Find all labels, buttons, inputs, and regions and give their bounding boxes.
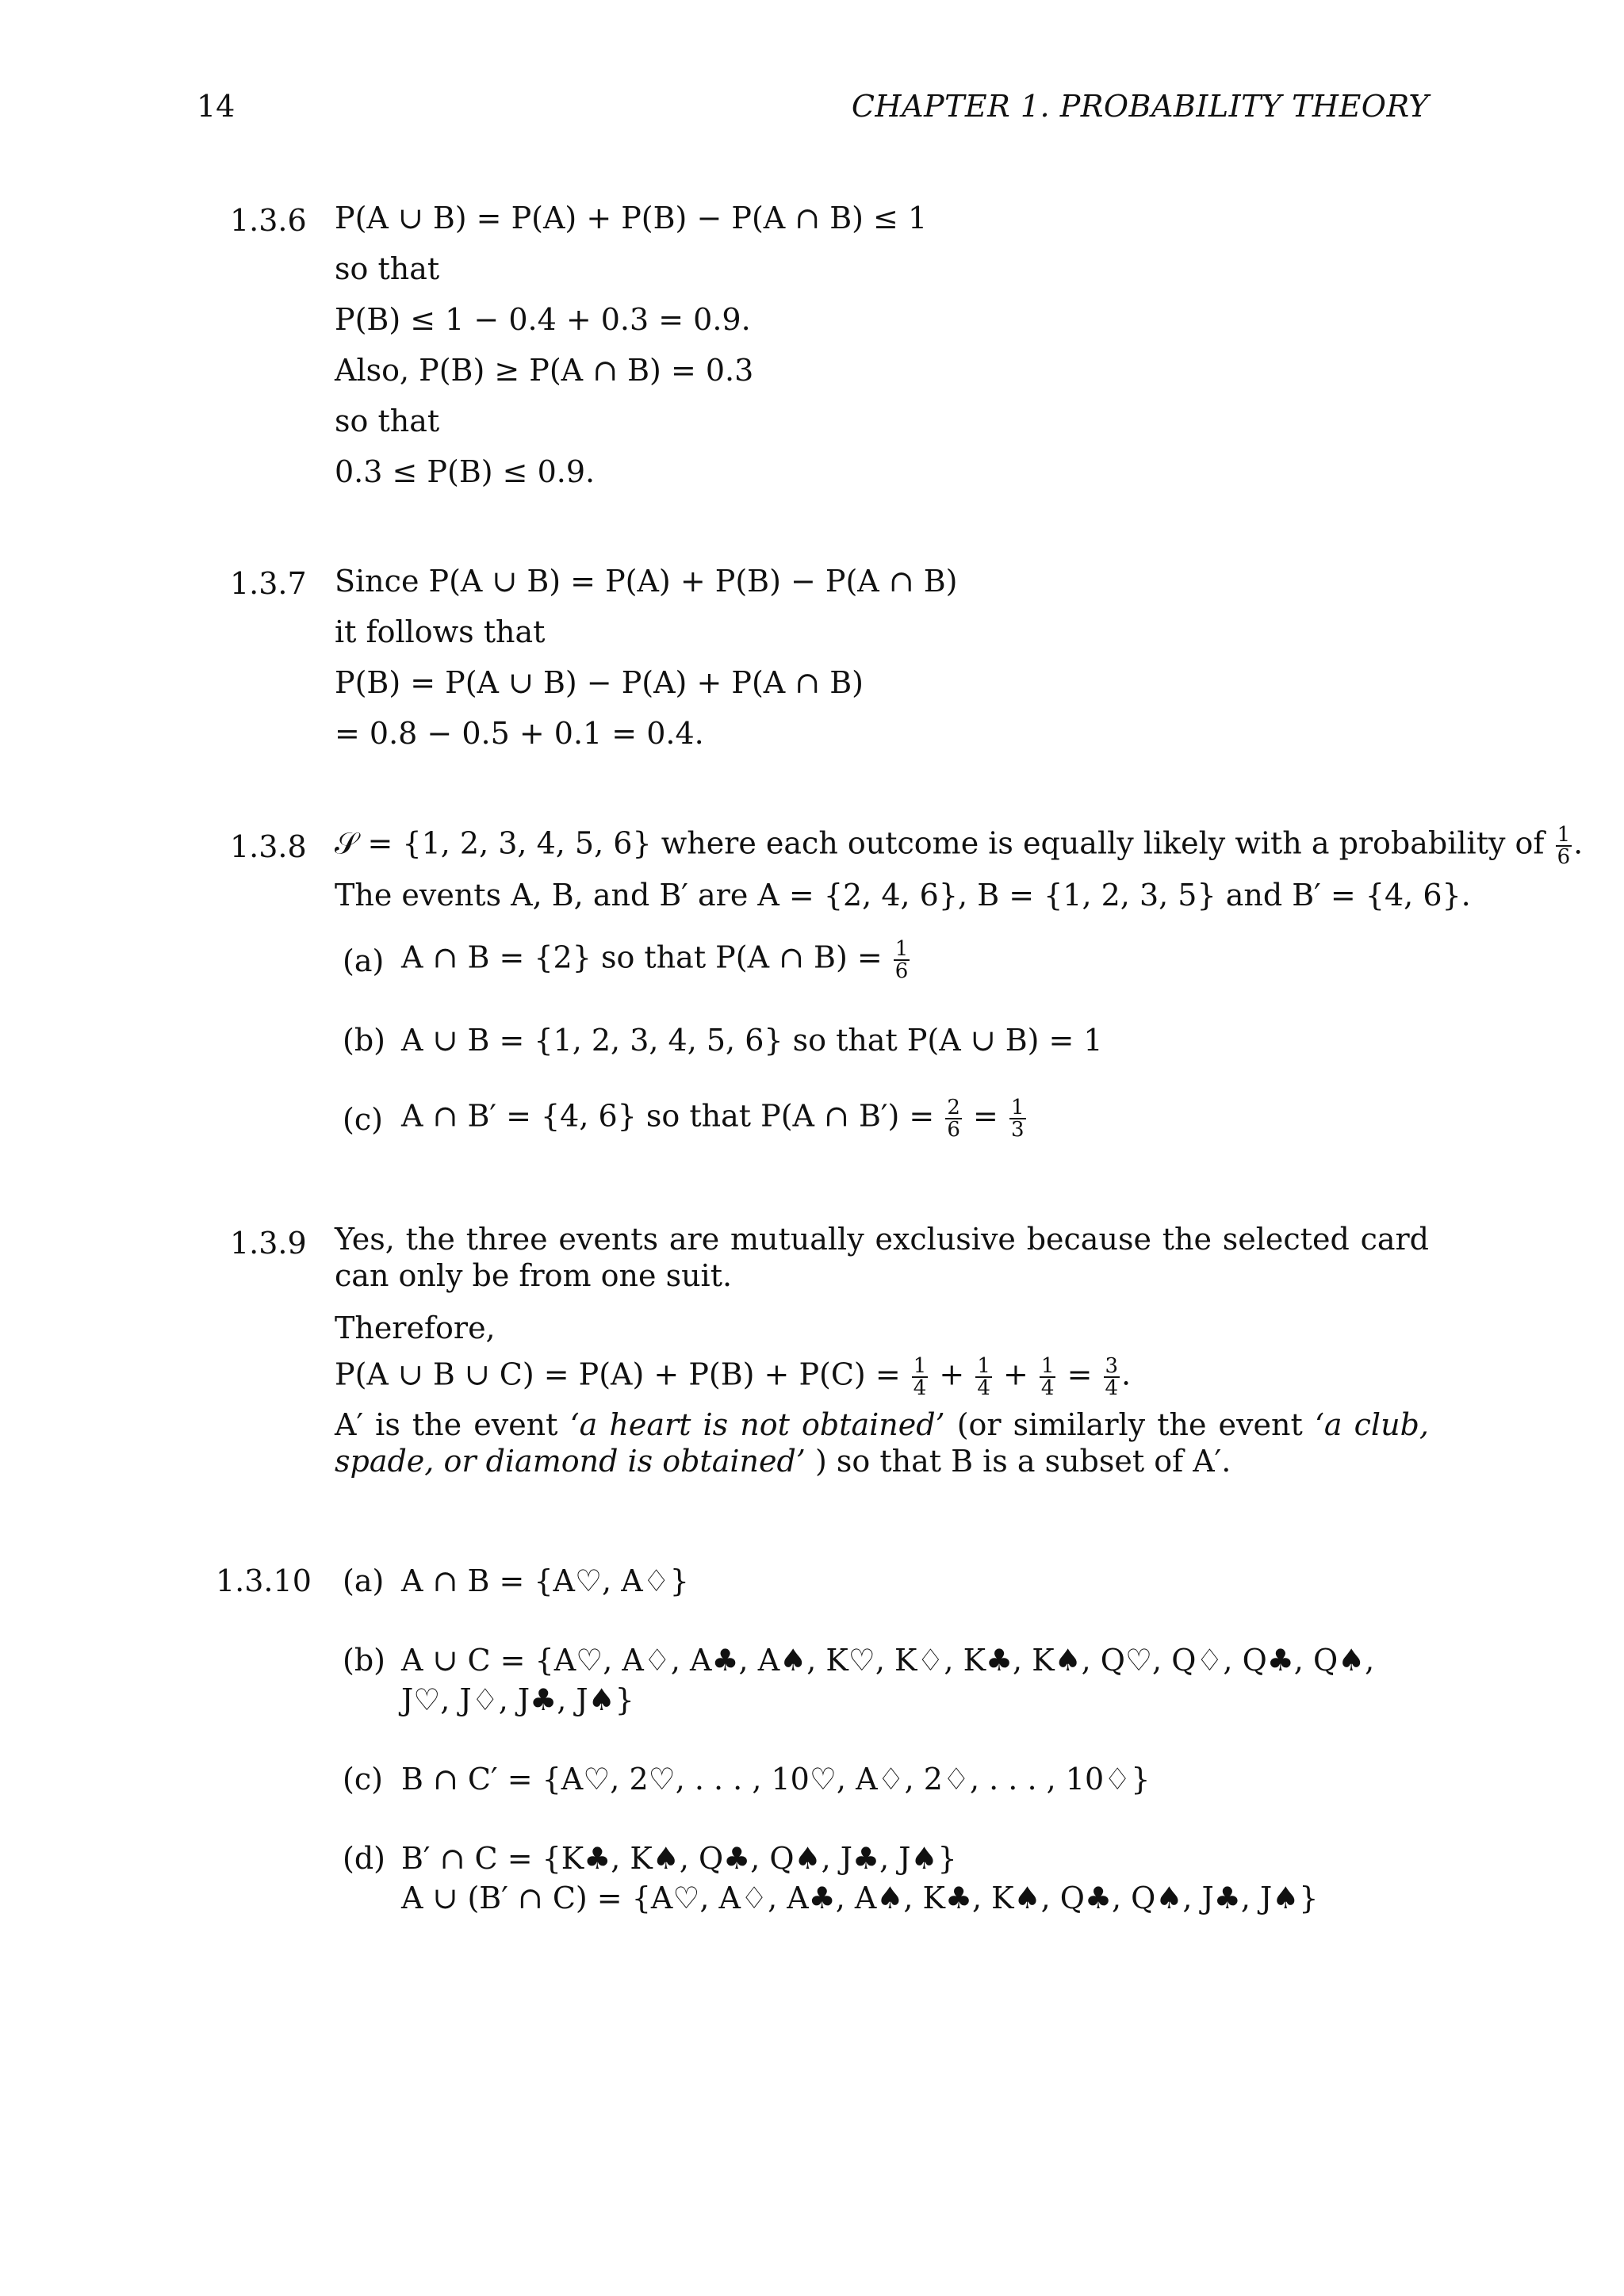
p136-line-6: 0.3 ≤ P(B) ≤ 0.9. [335,454,596,489]
p138-c-line: A ∩ B′ = {4, 6} so that P(A ∩ B′) = $\frac{2}{6}$ = $\frac{1}{3}$ [401,1096,1025,1142]
fraction-one-third: $\frac{1}{3}$ [1010,1096,1025,1142]
p1310-b-line-2: J♡, J♢, J♣, J♠} [401,1682,634,1717]
p139-line-3: P(A ∪ B ∪ C) = P(A) + P(B) + P(C) = $\frac{1}{4}$ + $\frac{1}{4}$ + $\frac{1}{4}$ = $\frac{3}{4}$ . [335,1354,1132,1400]
p138-b-label: (b) [343,1023,385,1058]
p138-a-line: A ∩ B = {2} so that P(A ∩ B) = $\frac{1}{6}$ [401,937,909,983]
p1310-b-line-1: A ∪ C = {A♡, A♢, A♣, A♠, K♡, K♢, K♣, K♠, Q♡, Q♢, Q♣, Q♠, [401,1643,1375,1678]
chapter-heading: CHAPTER 1. PROBABILITY THEORY [851,89,1429,124]
p1310-c-line: B ∩ C′ = {A♡, 2♡, . . . , 10♡, A♢, 2♢, . . . , 10♢} [401,1762,1151,1797]
p1310-d-line-2: A ∪ (B′ ∩ C) = {A♡, A♢, A♣, A♠, K♣, K♠, Q♣, Q♠, J♣, J♠} [401,1881,1319,1915]
fraction-quarter-2: $\frac{1}{4}$ [977,1354,990,1400]
p138-line-1: 𝒮 = {1, 2, 3, 4, 5, 6} where each outcome is equally likely with a probability of $\frac{1}{6}$ . [335,823,1584,869]
fraction-quarter-1: $\frac{1}{4}$ [913,1354,927,1400]
p138-a-label: (a) [343,943,385,978]
p138-b-line: A ∪ B = {1, 2, 3, 4, 5, 6} so that P(A ∪ B) = 1 [401,1023,1103,1058]
p136-line-1: P(A ∪ B) = P(A) + P(B) − P(A ∩ B) ≤ 1 [335,201,928,235]
p136-line-2: so that [335,251,440,286]
fraction-one-sixth: $\frac{1}{6}$ [1557,823,1571,869]
p139-line-2: Therefore, [335,1311,496,1345]
page-number: 14 [197,89,236,124]
p1310-c-label: (c) [343,1762,383,1797]
problem-label-1-3-7: 1.3.7 [230,566,307,601]
fraction-two-sixths: $\frac{2}{6}$ [947,1096,960,1142]
p1310-d-label: (d) [343,1841,385,1876]
problem-label-1-3-10: 1.3.10 [216,1563,312,1598]
p1310-a-line: A ∩ B = {A♡, A♢} [401,1563,689,1598]
p137-line-3: P(B) = P(A ∪ B) − P(A) + P(A ∩ B) [335,665,864,700]
p136-line-3: P(B) ≤ 1 − 0.4 + 0.3 = 0.9. [335,302,751,337]
p1310-b-label: (b) [343,1643,385,1678]
p138-line-1-text: 𝒮 = {1, 2, 3, 4, 5, 6} where each outcome is equally likely with a probability of [335,825,1545,861]
p138-line-2: The events A, B, and B′ are A = {2, 4, 6}, B = {1, 2, 3, 5} and B′ = {4, 6}. [335,878,1471,913]
p139-para-1: Yes, the three events are mutually exclusive because the selected card can only be from one suit. [335,1222,1429,1294]
problem-label-1-3-6: 1.3.6 [230,203,307,238]
p139-para-2: A′ is the event ‘a heart is not obtained’ (or similarly the event ‘a club, spade, or diamond is obtained’ ) so that B is a subset of A′. [335,1407,1429,1479]
p137-line-4: = 0.8 − 0.5 + 0.1 = 0.4. [335,716,704,751]
p136-line-4: Also, P(B) ≥ P(A ∩ B) = 0.3 [335,353,754,388]
p137-line-2: it follows that [335,614,546,649]
fraction-three-quarters: $\frac{3}{4}$ [1105,1354,1119,1400]
p137-line-1: Since P(A ∪ B) = P(A) + P(B) − P(A ∩ B) [335,564,958,599]
fraction-a: $\frac{1}{6}$ [894,937,909,983]
problem-label-1-3-8: 1.3.8 [230,829,307,864]
fraction-quarter-3: $\frac{1}{4}$ [1040,1354,1055,1400]
p1310-d-line-1: B′ ∩ C = {K♣, K♠, Q♣, Q♠, J♣, J♠} [401,1841,957,1876]
p136-line-5: so that [335,404,440,438]
p1310-a-label: (a) [343,1563,385,1598]
p138-c-label: (c) [343,1102,383,1137]
problem-label-1-3-9: 1.3.9 [230,1226,307,1261]
